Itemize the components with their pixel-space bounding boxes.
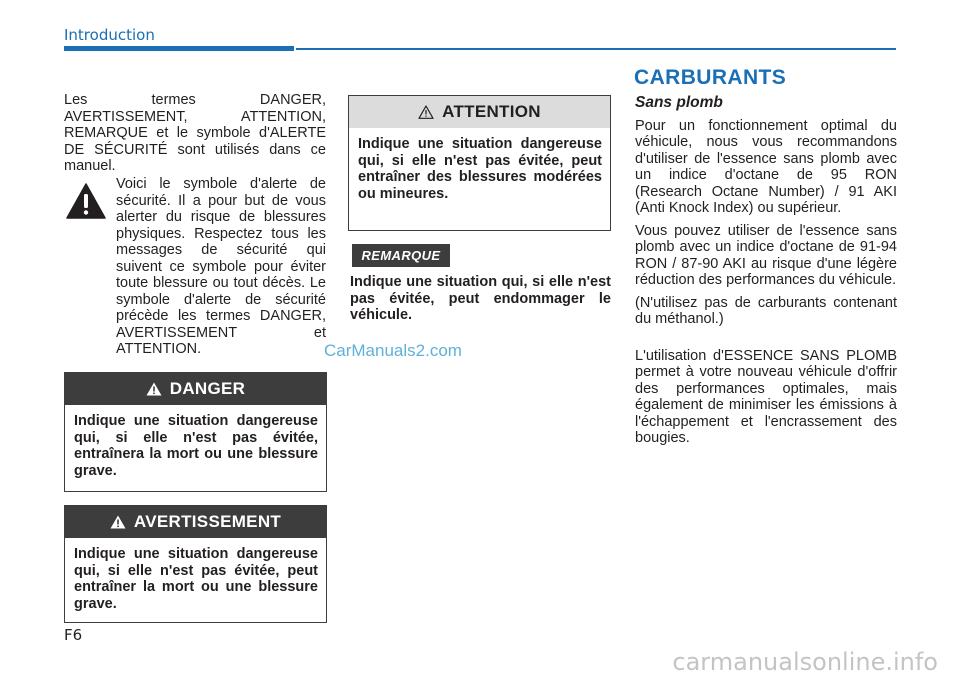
safety-alert-icon (66, 183, 106, 219)
watermark: CarManuals2.com (324, 341, 462, 360)
header-rule-thin (296, 48, 896, 50)
header-rule-thick (64, 46, 294, 51)
avertissement-title: AVERTISSEMENT (133, 512, 282, 531)
intro-paragraph (64, 92, 326, 175)
remarque-badge: REMARQUE (352, 244, 450, 267)
attention-header (349, 96, 610, 128)
attention-box (348, 95, 611, 231)
warning-triangle-icon (110, 515, 126, 529)
fuel-section-title: CARBURANTS (634, 66, 787, 89)
fuel-paragraph-4: L'utilisation d'ESSENCE SANS PLOMB permet à votre nouveau véhicule d'offrir des performances optimales, mais également de minimiser les émissions à l'échappement et l'encrassement des bougies. (635, 347, 897, 446)
safety-symbol-description (116, 176, 326, 358)
avertissement-box (64, 505, 327, 623)
warning-triangle-outline-icon (418, 105, 434, 119)
remarque-text: Indique une situation qui, si elle n'est pas évitée, peut endommager le véhicule. (350, 274, 611, 323)
attention-body (349, 128, 610, 202)
avertissement-body (65, 538, 326, 612)
avertissement-header (65, 506, 326, 538)
fuel-column (635, 95, 897, 453)
fuel-paragraph-3: (N'utilisez pas de carburants contenant du méthanol.) (635, 294, 897, 327)
symbol-text: Voici le symbole d'alerte de sécurité. Il a pour but de vous alerter du risque de blessures physiques. Respectez tous les messages de sécurité qui suivent ce symbole pour éviter toute blessure ou tout décès. Le symbole d'alerte de sécurité précède les termes DANGER, AVERTISSEMENT et ATTENTION. (116, 176, 326, 357)
danger-body (65, 405, 326, 479)
attention-title: ATTENTION (442, 102, 541, 121)
danger-text: Indique une situation dangereuse qui, si elle n'est pas évitée, entraînera la mort ou une blessure grave. (74, 413, 318, 479)
attention-text: Indique une situation dangereuse qui, si elle n'est pas évitée, peut entraîner des blessures modérées ou mineures. (358, 136, 602, 202)
danger-title: DANGER (169, 379, 246, 398)
warning-triangle-icon (146, 382, 162, 396)
danger-box (64, 372, 327, 492)
intro-text: Les termes DANGER, AVERTISSEMENT, ATTENTION, REMARQUE et le symbole d'ALERTE DE SÉCURITÉ sont utilisés dans ce manuel. (64, 92, 326, 174)
fuel-paragraph-2: Vous pouvez utiliser de l'essence sans plomb avec un indice d'octane de 91-94 RON / 87-90 AKI au risque d'une légère réduction des performances du véhicule. (635, 222, 897, 288)
section-title: Introduction (64, 26, 155, 44)
avertissement-text: Indique une situation dangereuse qui, si elle n'est pas évitée, peut entraîner la mort ou une blessure grave. (74, 546, 318, 612)
remarque-paragraph (350, 274, 611, 324)
fuel-subtitle: Sans plomb (635, 94, 723, 111)
fuel-paragraph-1: Pour un fonctionnement optimal du véhicule, nous vous recommandons d'utiliser de l'essence sans plomb avec un indice d'octane de 95 RON (Research Octane Number) / 91 AKI (Anti Knock Index) ou supérieur. (635, 117, 897, 216)
page-number: F6 (64, 626, 83, 644)
footer-watermark: carmanualsonline.info (672, 648, 938, 676)
danger-header (65, 373, 326, 405)
